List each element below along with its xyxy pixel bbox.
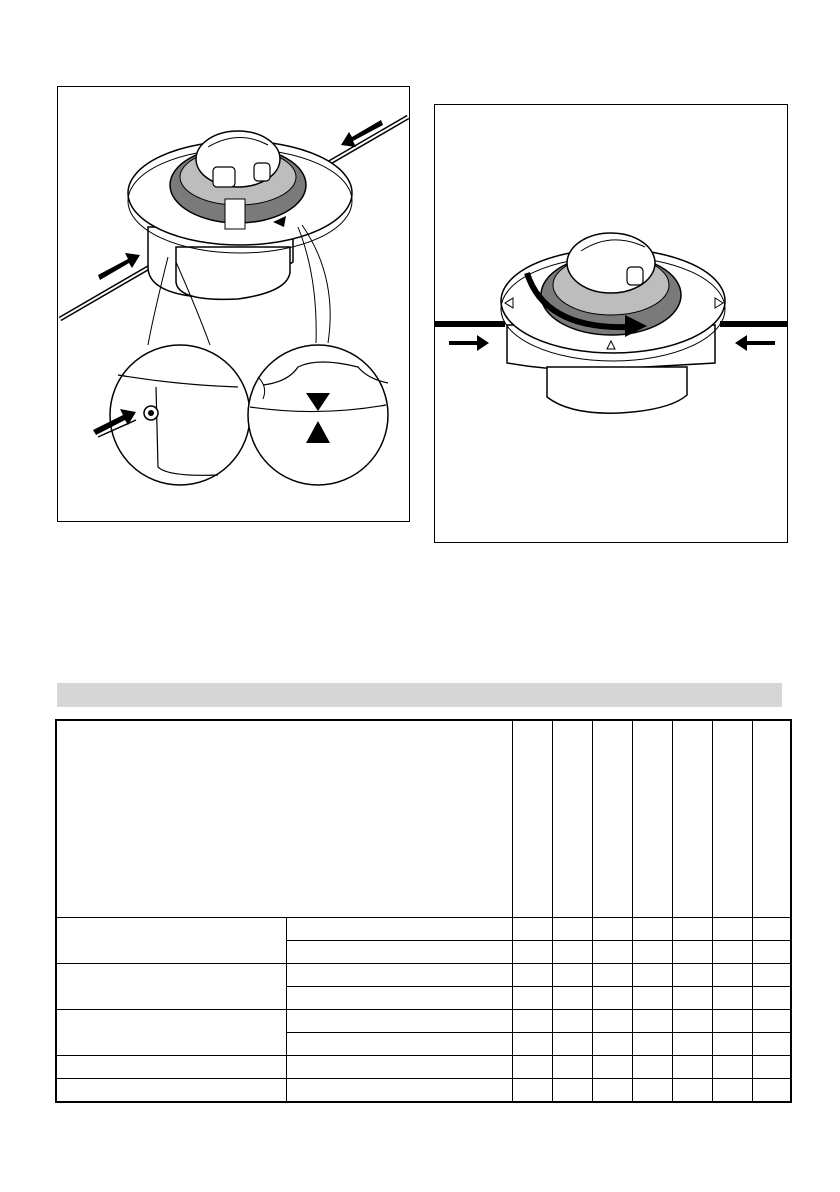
interval-column-header xyxy=(752,720,791,918)
group-label-cell xyxy=(56,1056,286,1079)
table-row xyxy=(56,1056,791,1079)
task-cell xyxy=(286,987,512,1010)
header-blank-cell xyxy=(56,720,512,918)
task-cell xyxy=(286,918,512,941)
table-header-row xyxy=(56,720,791,918)
arrow-in-left-icon xyxy=(477,335,489,351)
figure-left-panel xyxy=(57,86,410,522)
group-label-cell xyxy=(56,1079,286,1103)
group-label-cell xyxy=(56,1010,286,1056)
arrow-in-right-icon xyxy=(735,335,747,351)
interval-column-header xyxy=(512,720,552,918)
task-cell xyxy=(286,941,512,964)
inset-detail-triangles xyxy=(248,345,388,485)
table-row xyxy=(56,1079,791,1103)
trimmer-head-illustration-right xyxy=(435,105,787,542)
cutting-line-right xyxy=(720,321,787,327)
table-row xyxy=(56,918,791,941)
task-cell xyxy=(286,1079,512,1103)
task-cell xyxy=(286,964,512,987)
figure-right-panel xyxy=(434,104,788,543)
task-cell xyxy=(286,1010,512,1033)
maintenance-schedule-table xyxy=(55,719,792,1103)
group-label-cell xyxy=(56,918,286,964)
interval-column-header xyxy=(672,720,712,918)
task-cell xyxy=(286,1033,512,1056)
table-row xyxy=(56,964,791,987)
interval-column-header xyxy=(592,720,632,918)
table-row xyxy=(56,1010,791,1033)
trimmer-head-illustration-left xyxy=(58,87,409,521)
interval-column-header xyxy=(632,720,672,918)
group-label-cell xyxy=(56,964,286,1010)
interval-column-header xyxy=(552,720,592,918)
inset-detail-hole xyxy=(93,345,250,485)
section-heading-bar xyxy=(57,683,782,707)
task-cell xyxy=(286,1056,512,1079)
cutting-line-left xyxy=(435,321,505,327)
interval-column-header xyxy=(712,720,752,918)
